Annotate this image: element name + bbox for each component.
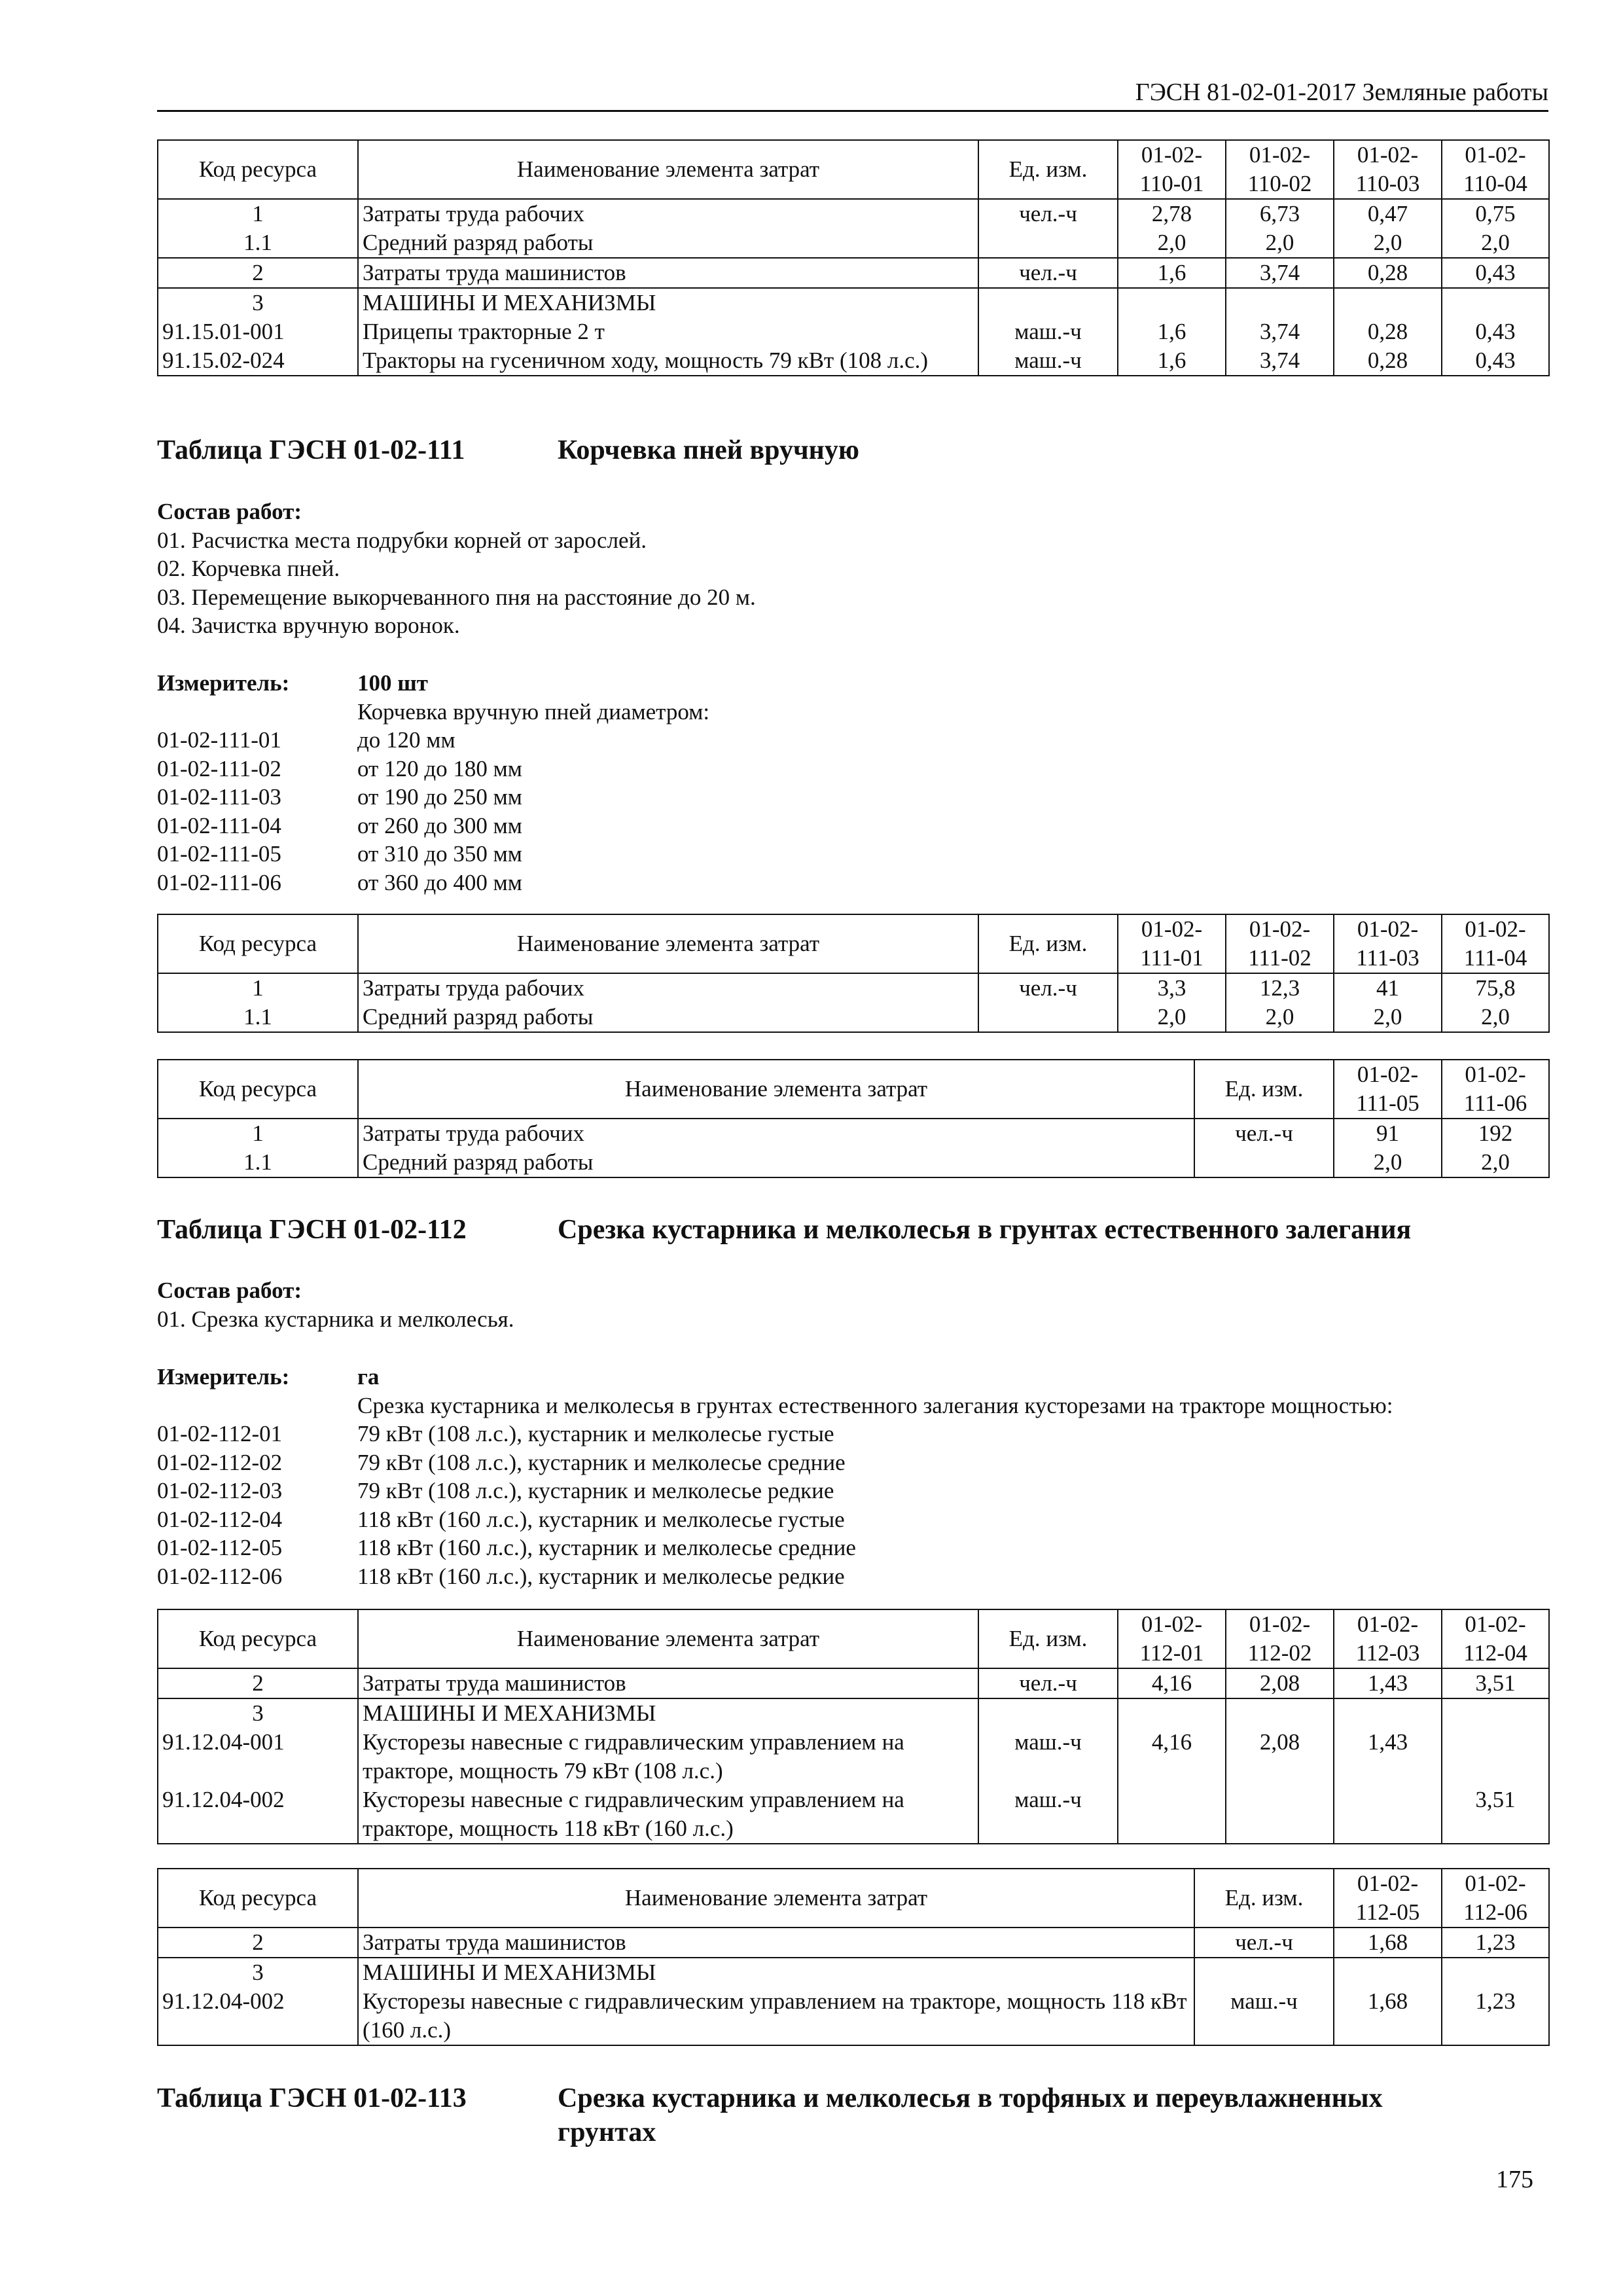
measurement-list-111 bbox=[157, 669, 1548, 897]
resource-name: Затраты труда машинистов bbox=[358, 1668, 978, 1698]
col-header-rate: 01-02- 110-02 bbox=[1226, 140, 1334, 199]
resource-name: Кусторезы навесные с гидравлическим управлением на тракторе, мощность 79 кВт (108 л.с.) bbox=[358, 1728, 978, 1785]
resource-name: Затраты труда рабочих bbox=[358, 199, 978, 228]
resource-table-111a bbox=[157, 914, 1550, 1033]
item-code: 01-02-111-05 bbox=[157, 841, 281, 867]
resource-code: 91.15.01-001 bbox=[158, 317, 358, 346]
resource-code: 2 bbox=[158, 1668, 358, 1698]
rate-value: 0,47 bbox=[1334, 199, 1442, 228]
resource-code: 2 bbox=[158, 258, 358, 288]
rate-value: 0,75 bbox=[1442, 199, 1549, 228]
rate-value bbox=[1118, 1785, 1226, 1844]
table-row bbox=[158, 288, 1549, 317]
rate-value: 1,6 bbox=[1118, 317, 1226, 346]
rate-value: 2,78 bbox=[1118, 199, 1226, 228]
rate-value: 2,0 bbox=[1442, 1148, 1549, 1177]
resource-unit bbox=[978, 1003, 1118, 1032]
rate-value: 6,73 bbox=[1226, 199, 1334, 228]
resource-name: МАШИНЫ И МЕХАНИЗМЫ bbox=[358, 288, 978, 317]
rate-value bbox=[1118, 1698, 1226, 1728]
list-item bbox=[157, 1534, 1548, 1562]
rate-value: 2,08 bbox=[1226, 1728, 1334, 1785]
col-header-code: Код ресурса bbox=[158, 1609, 358, 1668]
table-row bbox=[158, 1928, 1549, 1958]
rate-value: 192 bbox=[1442, 1119, 1549, 1148]
col-header-rate: 01-02- 112-06 bbox=[1442, 1869, 1549, 1928]
resource-code: 2 bbox=[158, 1928, 358, 1958]
rate-value bbox=[1442, 1698, 1549, 1728]
rate-value: 1,43 bbox=[1334, 1728, 1442, 1785]
resource-name: Затраты труда машинистов bbox=[358, 1928, 1194, 1958]
rate-value: 1,68 bbox=[1334, 1928, 1442, 1958]
work-step: 01. Срезка кустарника и мелколесья. bbox=[157, 1306, 514, 1332]
rate-value: 0,28 bbox=[1334, 346, 1442, 376]
table-row bbox=[158, 1119, 1549, 1148]
page-number: 175 bbox=[1496, 2166, 1533, 2193]
table-row bbox=[158, 1698, 1549, 1728]
col-header-name: Наименование элемента затрат bbox=[358, 914, 978, 973]
item-text: от 120 до 180 мм bbox=[357, 755, 522, 781]
list-item bbox=[157, 726, 1548, 755]
rate-value: 3,3 bbox=[1118, 973, 1226, 1003]
item-text: 118 кВт (160 л.с.), кустарник и мелколесье редкие bbox=[357, 1563, 845, 1589]
list-item bbox=[157, 1505, 1548, 1534]
resource-unit bbox=[978, 1698, 1118, 1728]
item-code: 01-02-111-03 bbox=[157, 784, 281, 810]
table-number: Таблица ГЭСН 01-02-113 bbox=[157, 2083, 467, 2113]
rate-value: 75,8 bbox=[1442, 973, 1549, 1003]
item-text: 79 кВт (108 л.с.), кустарник и мелколесье средние bbox=[357, 1449, 846, 1475]
resource-name: Средний разряд работы bbox=[358, 1003, 978, 1032]
list-item bbox=[157, 755, 1548, 783]
col-header-rate: 01-02- 112-03 bbox=[1334, 1609, 1442, 1668]
rate-value: 3,74 bbox=[1226, 317, 1334, 346]
rate-value: 3,74 bbox=[1226, 258, 1334, 288]
item-code: 01-02-112-03 bbox=[157, 1478, 283, 1503]
item-text: 79 кВт (108 л.с.), кустарник и мелколесье густые bbox=[357, 1421, 834, 1446]
rate-value: 3,51 bbox=[1442, 1668, 1549, 1698]
col-header-rate: 01-02- 111-01 bbox=[1118, 914, 1226, 973]
section-heading-113 bbox=[157, 2081, 1548, 2149]
table-row bbox=[158, 199, 1549, 228]
work-step: 01. Расчистка места подрубки корней от зарослей. bbox=[157, 527, 647, 553]
col-header-name: Наименование элемента затрат bbox=[358, 1060, 1194, 1119]
measurement-unit: га bbox=[357, 1364, 380, 1390]
rate-value: 1,23 bbox=[1442, 1987, 1549, 2045]
rate-value: 2,0 bbox=[1118, 228, 1226, 258]
rate-value bbox=[1442, 288, 1549, 317]
measurement-list-112 bbox=[157, 1363, 1548, 1590]
rate-value bbox=[1334, 288, 1442, 317]
rate-value: 2,0 bbox=[1226, 228, 1334, 258]
resource-unit bbox=[978, 288, 1118, 317]
resource-name: Затраты труда рабочих bbox=[358, 1119, 1194, 1148]
resource-code: 3 bbox=[158, 1698, 358, 1728]
col-header-rate: 01-02- 111-03 bbox=[1334, 914, 1442, 973]
rate-value bbox=[1118, 288, 1226, 317]
item-code: 01-02-112-05 bbox=[157, 1535, 283, 1560]
table-row bbox=[158, 1003, 1549, 1032]
table-number: Таблица ГЭСН 01-02-111 bbox=[157, 435, 465, 465]
resource-unit: чел.-ч bbox=[1194, 1928, 1334, 1958]
running-header bbox=[157, 77, 1548, 112]
resource-code: 3 bbox=[158, 1958, 358, 1987]
rate-value bbox=[1442, 1958, 1549, 1987]
col-header-name: Наименование элемента затрат bbox=[358, 1869, 1194, 1928]
table-row bbox=[158, 1668, 1549, 1698]
work-composition-111 bbox=[157, 497, 756, 640]
rate-value: 4,16 bbox=[1118, 1728, 1226, 1785]
resource-code: 1 bbox=[158, 199, 358, 228]
rate-value: 1,6 bbox=[1118, 258, 1226, 288]
col-header-unit: Ед. изм. bbox=[978, 1609, 1118, 1668]
rate-value: 12,3 bbox=[1226, 973, 1334, 1003]
resource-unit: маш.-ч bbox=[978, 1728, 1118, 1785]
col-header-unit: Ед. изм. bbox=[1194, 1060, 1334, 1119]
resource-table-111b bbox=[157, 1059, 1550, 1178]
work-composition-label: Состав работ: bbox=[157, 499, 302, 524]
list-item bbox=[157, 1477, 1548, 1505]
resource-name: МАШИНЫ И МЕХАНИЗМЫ bbox=[358, 1958, 1194, 1987]
col-header-rate: 01-02- 111-04 bbox=[1442, 914, 1549, 973]
measurement-label: Измеритель: bbox=[157, 670, 290, 696]
resource-name: Средний разряд работы bbox=[358, 1148, 1194, 1177]
rate-value: 91 bbox=[1334, 1119, 1442, 1148]
item-code: 01-02-112-04 bbox=[157, 1506, 283, 1532]
resource-code: 1.1 bbox=[158, 228, 358, 258]
table-number: Таблица ГЭСН 01-02-112 bbox=[157, 1215, 467, 1245]
work-step: 04. Зачистка вручную воронок. bbox=[157, 613, 460, 638]
resource-code: 91.12.04-002 bbox=[158, 1785, 358, 1844]
col-header-code: Код ресурса bbox=[158, 140, 358, 199]
rate-value: 4,16 bbox=[1118, 1668, 1226, 1698]
table-row bbox=[158, 1987, 1549, 2045]
table-row bbox=[158, 258, 1549, 288]
item-text: от 360 до 400 мм bbox=[357, 869, 522, 895]
resource-unit bbox=[978, 228, 1118, 258]
col-header-unit: Ед. изм. bbox=[1194, 1869, 1334, 1928]
list-item bbox=[157, 783, 1548, 812]
table-row bbox=[158, 1958, 1549, 1987]
resource-code: 1 bbox=[158, 973, 358, 1003]
resource-name: МАШИНЫ И МЕХАНИЗМЫ bbox=[358, 1698, 978, 1728]
resource-code: 1 bbox=[158, 1119, 358, 1148]
resource-name: Затраты труда машинистов bbox=[358, 258, 978, 288]
item-code: 01-02-112-02 bbox=[157, 1449, 283, 1475]
col-header-name: Наименование элемента затрат bbox=[358, 140, 978, 199]
resource-name: Тракторы на гусеничном ходу, мощность 79 кВт (108 л.с.) bbox=[358, 346, 978, 376]
resource-unit bbox=[1194, 1958, 1334, 1987]
col-header-rate: 01-02- 111-05 bbox=[1334, 1060, 1442, 1119]
item-text: 118 кВт (160 л.с.), кустарник и мелколесье средние bbox=[357, 1535, 856, 1560]
col-header-code: Код ресурса bbox=[158, 1060, 358, 1119]
resource-code: 1.1 bbox=[158, 1148, 358, 1177]
col-header-rate: 01-02- 112-05 bbox=[1334, 1869, 1442, 1928]
col-header-unit: Ед. изм. bbox=[978, 140, 1118, 199]
rate-value bbox=[1334, 1698, 1442, 1728]
item-text: от 310 до 350 мм bbox=[357, 841, 522, 867]
resource-name: Кусторезы навесные с гидравлическим управлением на тракторе, мощность 118 кВт (160 л.с.) bbox=[358, 1987, 1194, 2045]
rate-value: 2,0 bbox=[1442, 228, 1549, 258]
rate-value bbox=[1226, 288, 1334, 317]
resource-unit: чел.-ч bbox=[978, 1668, 1118, 1698]
resource-unit: чел.-ч bbox=[978, 199, 1118, 228]
rate-value bbox=[1226, 1785, 1334, 1844]
measurement-label: Измеритель: bbox=[157, 1364, 290, 1390]
item-code: 01-02-111-06 bbox=[157, 869, 281, 895]
rate-value: 1,6 bbox=[1118, 346, 1226, 376]
header-title: ГЭСН 81-02-01-2017 Земляные работы bbox=[1135, 79, 1548, 106]
col-header-name: Наименование элемента затрат bbox=[358, 1609, 978, 1668]
rate-value: 2,0 bbox=[1442, 1003, 1549, 1032]
col-header-rate: 01-02- 112-04 bbox=[1442, 1609, 1549, 1668]
work-step: 02. Корчевка пней. bbox=[157, 556, 340, 581]
item-text: 79 кВт (108 л.с.), кустарник и мелколесье редкие bbox=[357, 1478, 834, 1503]
rate-value: 1,68 bbox=[1334, 1987, 1442, 2045]
resource-unit: маш.-ч bbox=[978, 317, 1118, 346]
resource-unit: чел.-ч bbox=[978, 973, 1118, 1003]
rate-value: 3,51 bbox=[1442, 1785, 1549, 1844]
col-header-unit: Ед. изм. bbox=[978, 914, 1118, 973]
table-row bbox=[158, 1785, 1549, 1844]
rate-value: 2,0 bbox=[1334, 1003, 1442, 1032]
resource-unit bbox=[1194, 1148, 1334, 1177]
resource-unit: маш.-ч bbox=[978, 1785, 1118, 1844]
rate-value bbox=[1334, 1958, 1442, 1987]
resource-table-112b bbox=[157, 1868, 1550, 2046]
table-title: Срезка кустарника и мелколесья в грунтах естественного залегания bbox=[558, 1215, 1412, 1245]
list-item bbox=[157, 1420, 1548, 1448]
list-item bbox=[157, 869, 1548, 897]
item-text: от 190 до 250 мм bbox=[357, 784, 522, 810]
col-header-rate: 01-02- 110-01 bbox=[1118, 140, 1226, 199]
work-composition-112 bbox=[157, 1276, 514, 1333]
rate-value bbox=[1442, 1728, 1549, 1785]
rate-value: 41 bbox=[1334, 973, 1442, 1003]
col-header-rate: 01-02- 110-04 bbox=[1442, 140, 1549, 199]
rate-value: 2,0 bbox=[1226, 1003, 1334, 1032]
list-item bbox=[157, 812, 1548, 840]
item-text: 118 кВт (160 л.с.), кустарник и мелколесье густые bbox=[357, 1506, 845, 1532]
rate-value: 1,43 bbox=[1334, 1668, 1442, 1698]
list-item bbox=[157, 840, 1548, 869]
col-header-code: Код ресурса bbox=[158, 914, 358, 973]
work-composition-label: Состав работ: bbox=[157, 1278, 302, 1303]
table-title: Срезка кустарника и мелколесья в торфяных и переувлажненных грунтах bbox=[558, 2083, 1383, 2147]
col-header-rate: 01-02- 112-02 bbox=[1226, 1609, 1334, 1668]
table-row bbox=[158, 346, 1549, 376]
rate-value: 0,43 bbox=[1442, 258, 1549, 288]
resource-table-112a bbox=[157, 1609, 1550, 1844]
col-header-code: Код ресурса bbox=[158, 1869, 358, 1928]
rate-value: 2,0 bbox=[1334, 1148, 1442, 1177]
rate-value: 1,23 bbox=[1442, 1928, 1549, 1958]
rate-value: 0,43 bbox=[1442, 346, 1549, 376]
table-row bbox=[158, 973, 1549, 1003]
rate-value: 2,0 bbox=[1334, 228, 1442, 258]
measurement-intro: Срезка кустарника и мелколесья в грунтах естественного залегания кусторезами на тракторе мощностью: bbox=[357, 1392, 1393, 1418]
list-item bbox=[157, 1562, 1548, 1591]
resource-code: 91.12.04-002 bbox=[158, 1987, 358, 2045]
section-heading-112 bbox=[157, 1213, 1548, 1247]
item-text: от 260 до 300 мм bbox=[357, 812, 522, 838]
resource-name: Затраты труда рабочих bbox=[358, 973, 978, 1003]
item-text: до 120 мм bbox=[357, 727, 455, 753]
resource-code: 1.1 bbox=[158, 1003, 358, 1032]
table-row bbox=[158, 317, 1549, 346]
col-header-rate: 01-02- 112-01 bbox=[1118, 1609, 1226, 1668]
resource-code: 3 bbox=[158, 288, 358, 317]
rate-value: 0,28 bbox=[1334, 258, 1442, 288]
table-row bbox=[158, 228, 1549, 258]
rate-value: 3,74 bbox=[1226, 346, 1334, 376]
rate-value: 2,08 bbox=[1226, 1668, 1334, 1698]
rate-value: 2,0 bbox=[1118, 1003, 1226, 1032]
rate-value bbox=[1226, 1698, 1334, 1728]
measurement-unit: 100 шт bbox=[357, 670, 428, 696]
measurement-intro: Корчевка вручную пней диаметром: bbox=[357, 698, 710, 725]
rate-value: 0,28 bbox=[1334, 317, 1442, 346]
resource-name: Кусторезы навесные с гидравлическим управлением на тракторе, мощность 118 кВт (160 л.с.) bbox=[358, 1785, 978, 1844]
rate-value: 0,43 bbox=[1442, 317, 1549, 346]
resource-name: Прицепы тракторные 2 т bbox=[358, 317, 978, 346]
table-row bbox=[158, 1728, 1549, 1785]
resource-code: 91.12.04-001 bbox=[158, 1728, 358, 1785]
col-header-rate: 01-02- 110-03 bbox=[1334, 140, 1442, 199]
resource-table-110 bbox=[157, 139, 1550, 376]
table-row bbox=[158, 1148, 1549, 1177]
item-code: 01-02-111-01 bbox=[157, 727, 281, 753]
resource-unit: маш.-ч bbox=[978, 346, 1118, 376]
resource-unit: маш.-ч bbox=[1194, 1987, 1334, 2045]
col-header-rate: 01-02- 111-02 bbox=[1226, 914, 1334, 973]
list-item bbox=[157, 1448, 1548, 1477]
resource-code: 91.15.02-024 bbox=[158, 346, 358, 376]
resource-unit: чел.-ч bbox=[1194, 1119, 1334, 1148]
resource-unit: чел.-ч bbox=[978, 258, 1118, 288]
table-title: Корчевка пней вручную bbox=[558, 435, 859, 465]
col-header-rate: 01-02- 111-06 bbox=[1442, 1060, 1549, 1119]
rate-value bbox=[1334, 1785, 1442, 1844]
section-heading-111 bbox=[157, 433, 1548, 467]
item-code: 01-02-111-02 bbox=[157, 755, 281, 781]
item-code: 01-02-111-04 bbox=[157, 812, 281, 838]
work-step: 03. Перемещение выкорчеванного пня на расстояние до 20 м. bbox=[157, 584, 756, 610]
item-code: 01-02-112-01 bbox=[157, 1421, 283, 1446]
resource-name: Средний разряд работы bbox=[358, 228, 978, 258]
item-code: 01-02-112-06 bbox=[157, 1563, 283, 1589]
